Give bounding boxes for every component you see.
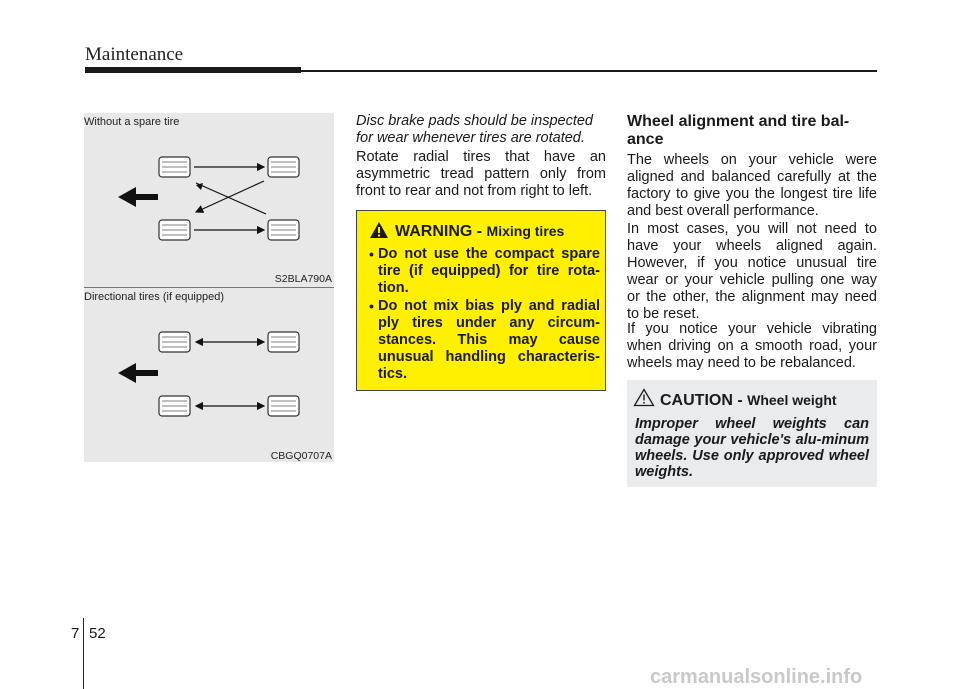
figure-tire-rotation-no-spare [84,113,334,287]
caution-subtitle: Wheel weight [747,392,837,408]
figure-code: CBGQ0707A [270,450,332,462]
chapter-number: 7 [71,625,80,642]
page-header-title: Maintenance [85,44,184,65]
disc-brake-note: Disc brake pads should be inspected for wear whenever tires are rotated. [356,113,593,146]
rotation-paragraph: Rotate radial tires that have an asymmetric tread pattern only from front to rear and not from right to left. [356,149,606,199]
section-heading: Wheel alignment and tire bal-ance [627,113,850,148]
figure-label: Directional tires (if equipped) [84,291,225,303]
caution-title: CAUTION - [660,392,748,409]
figure-code: S2BLA790A [274,273,332,285]
tire-icon [159,157,299,240]
warning-title: WARNING - [395,223,487,240]
header-rule [301,70,877,72]
caution-box [627,380,877,487]
rotation-diagram-cross [84,113,334,287]
caution-heading [660,392,837,410]
bullet-icon: • [369,246,374,262]
caution-text: Improper wheel weights can damage your vehicle's alu-minum wheels. Use only approved wheel weights. [635,416,869,480]
warning-box [356,210,606,391]
warning-item: Do not use the compact spare tire (if equipped) for tire rota-tion. [378,246,600,296]
forward-direction-arrow [118,187,158,207]
warning-subtitle: Mixing tires [486,223,565,239]
caution-icon [633,388,655,407]
figure-label: Without a spare tire [84,116,180,128]
body-paragraph: The wheels on your vehicle were aligned and balanced carefully at the factory to give you the longest tire life and best overall performance. [627,152,877,219]
header-accent-bar [85,67,301,73]
tire-icon [159,332,299,416]
warning-item: Do not mix bias ply and radial ply tires under any circum-stances. This may cause unusual handling characteris-tics. [378,298,600,382]
warning-icon [369,221,389,239]
body-paragraph: In most cases, you will not need to have your wheels aligned again. However, if you notice unusual tire wear or your vehicle pulling one way or the other, the alignment may need to be reset. [627,221,877,322]
footer-divider [83,618,84,689]
rotation-diagram-front-rear [84,288,334,462]
bullet-icon: • [369,298,374,314]
body-paragraph: If you notice your vehicle vibrating when driving on a smooth road, your wheels may need to be rebalanced. [627,321,877,371]
forward-direction-arrow [118,363,158,383]
warning-heading [395,223,564,241]
figure-directional-tires [84,288,334,462]
watermark: carmanualsonline.info [650,666,863,688]
page-number: 52 [89,625,106,642]
